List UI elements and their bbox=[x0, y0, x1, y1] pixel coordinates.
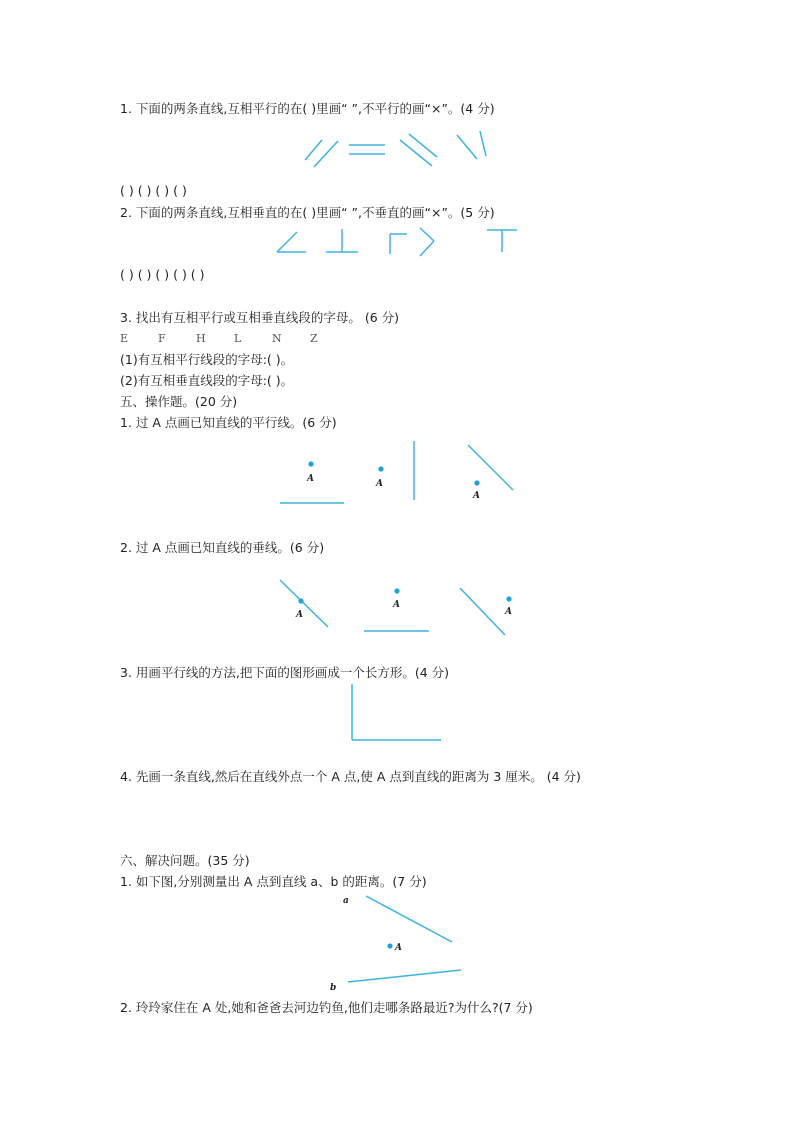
point-a-dot bbox=[474, 480, 479, 485]
point-a-label: A bbox=[307, 474, 314, 484]
letter-item: N bbox=[272, 332, 282, 345]
q1-pair3-line1 bbox=[400, 140, 432, 166]
point-a-label: A bbox=[505, 607, 512, 617]
s6-title: 六、解决问题。(35 分) bbox=[120, 853, 250, 868]
point-a-dot bbox=[387, 943, 392, 948]
s4-q2-blanks[interactable]: ( ) ( ) ( ) ( ) ( ) bbox=[120, 267, 205, 282]
point-a-dot bbox=[506, 596, 511, 601]
s5-title: 五、操作题。(20 分) bbox=[120, 394, 238, 409]
q2-fig4-line2 bbox=[420, 241, 434, 256]
s5-q2: 2. 过 A 点画已知直线的垂线。(6 分) bbox=[120, 540, 325, 555]
point-a-label: A bbox=[376, 479, 383, 489]
s4-q3-text: 3. 找出有互相平行或互相垂直线段的字母。 (6 分) bbox=[120, 310, 400, 325]
q1-pair1-line2 bbox=[314, 141, 338, 167]
s5-q4: 4. 先画一条直线,然后在直线外点一个 A 点,使 A 点到直线的距离为 3 厘米。 (4 分) bbox=[120, 769, 581, 784]
s6-q1: 1. 如下图,分别测量出 A 点到直线 a、b 的距离。(7 分) bbox=[120, 874, 427, 889]
line-b-label: b bbox=[330, 983, 337, 993]
q1-pair4-line1 bbox=[457, 135, 477, 159]
point-a-label: A bbox=[393, 600, 400, 610]
letter-item: F bbox=[158, 332, 166, 345]
s6-q2: 2. 玲玲家住在 A 处,她和爸爸去河边钓鱼,他们走哪条路最近?为什么?(7 分) bbox=[120, 1000, 533, 1015]
s4-q3-line2[interactable]: (2)有互相垂直线段的字母:( )。 bbox=[120, 373, 294, 388]
q2-fig1-line2 bbox=[277, 232, 297, 252]
letter-item: L bbox=[234, 332, 242, 345]
s5q1-line3 bbox=[468, 445, 513, 490]
s5q2-line3 bbox=[460, 588, 505, 635]
point-a-label: A bbox=[395, 943, 402, 953]
s5q2-line1 bbox=[280, 580, 328, 627]
figure-lines bbox=[277, 131, 517, 982]
point-a-dot bbox=[394, 588, 399, 593]
point-a-label: A bbox=[473, 491, 480, 501]
line-b bbox=[348, 970, 461, 982]
s5-q1: 1. 过 A 点画已知直线的平行线。(6 分) bbox=[120, 415, 337, 430]
s4-q1-text: 1. 下面的两条直线,互相平行的在( )里画“ ”,不平行的画“×”。(4 分) bbox=[120, 101, 495, 116]
point-a-dot bbox=[308, 461, 313, 466]
point-a-dot bbox=[298, 598, 303, 603]
s4-q2-text: 2. 下面的两条直线,互相垂直的在( )里画“ ”,不垂直的画“×”。(5 分) bbox=[120, 205, 495, 220]
line-a-label: a bbox=[343, 896, 349, 906]
point-a-dot bbox=[378, 466, 383, 471]
q2-fig4-line1 bbox=[420, 228, 434, 241]
s4-q1-blanks[interactable]: ( ) ( ) ( ) ( ) bbox=[120, 183, 187, 198]
line-a bbox=[366, 896, 452, 942]
q1-pair1-line1 bbox=[305, 140, 322, 160]
q1-pair4-line2 bbox=[480, 131, 486, 156]
s4-q3-line1[interactable]: (1)有互相平行线段的字母:( )。 bbox=[120, 352, 294, 367]
letter-item: E bbox=[120, 332, 129, 345]
letter-item: H bbox=[196, 332, 206, 345]
s5-q3: 3. 用画平行线的方法,把下面的图形画成一个长方形。(4 分) bbox=[120, 665, 450, 680]
letter-list bbox=[120, 331, 348, 347]
q1-pair3-line2 bbox=[409, 134, 437, 157]
letter-item: Z bbox=[310, 332, 318, 345]
point-a-label: A bbox=[296, 610, 303, 620]
